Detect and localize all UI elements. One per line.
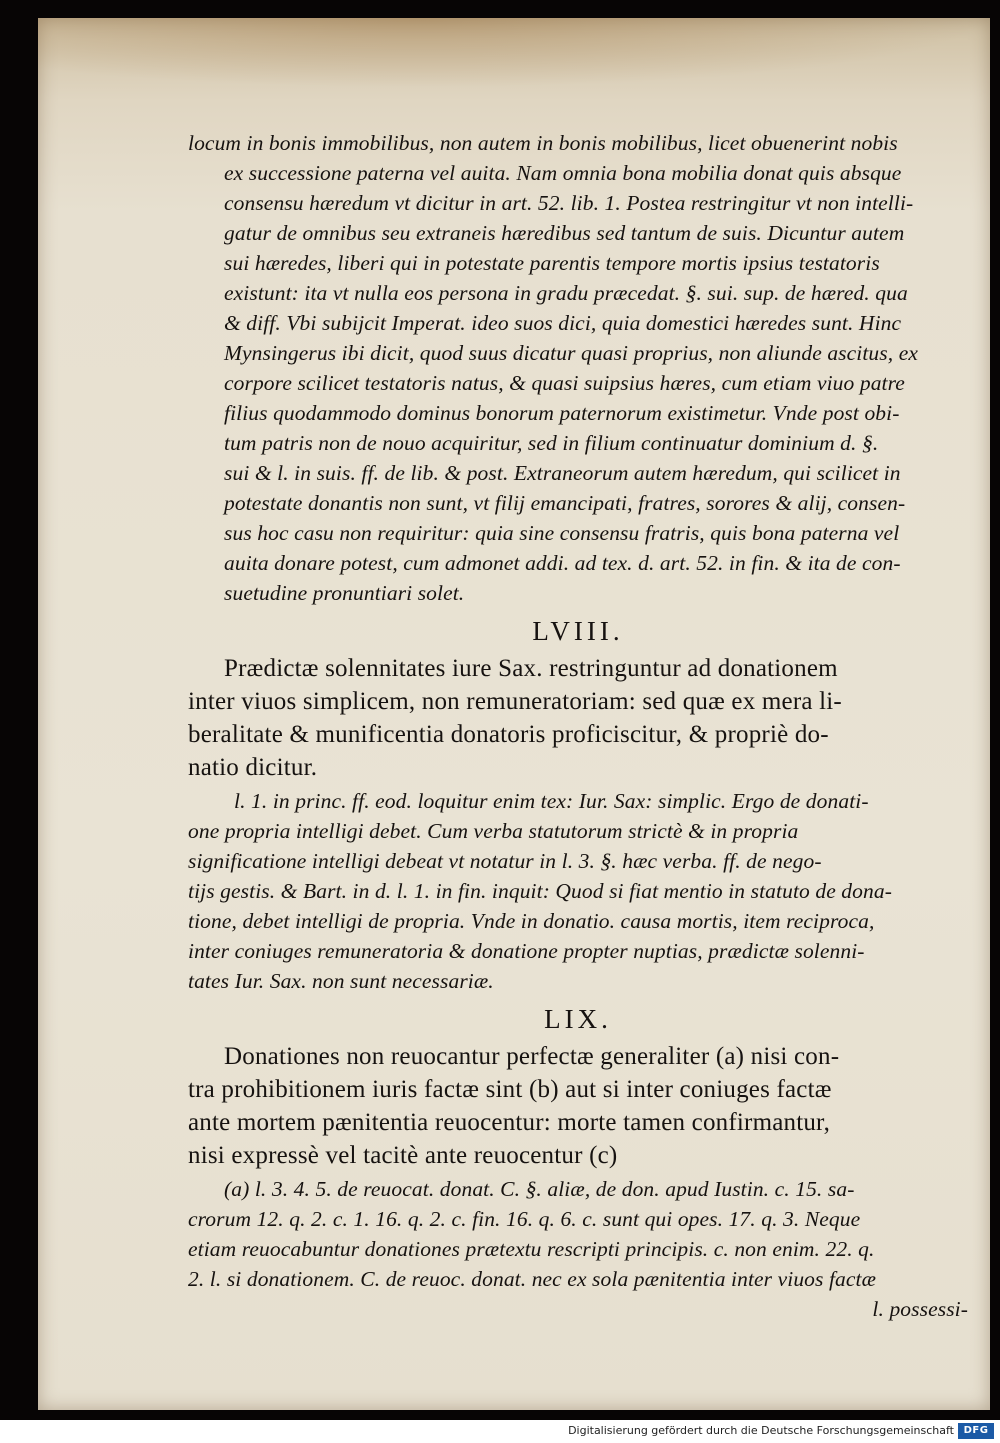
text-line: sus hoc casu non requiritur: quia sine consensu fratris, quis bona paterna vel [224, 521, 900, 545]
text-line: (a) l. 3. 4. 5. de reuocat. donat. C. §. aliæ, de don. apud Iustin. c. 15. sa- [224, 1177, 855, 1201]
text-line: nisi expressè vel tacitè ante reuocentur (c) [188, 1142, 618, 1169]
text-line: ante mortem pænitentia reuocentur: morte tamen confirmantur, [188, 1109, 831, 1136]
text-line: sui & l. in suis. ff. de lib. & post. Extraneorum autem hæredum, qui scilicet in [224, 461, 901, 485]
text-line: crorum 12. q. 2. c. 1. 16. q. 2. c. fin. 16. q. 6. c. sunt qui opes. 17. q. 3. Neque [188, 1207, 861, 1231]
text-line: corpore scilicet testatoris natus, & quasi suipsius hæres, cum etiam viuo patre [224, 371, 905, 395]
catchword: l. possessi- [872, 1297, 968, 1321]
text-line: locum in bonis immobilibus, non autem in bonis mobilibus, licet obuenerint nobis [188, 131, 898, 155]
text-line: & diff. Vbi subijcit Imperat. ideo suos dici, quia domestici hæredes sunt. Hinc [224, 311, 902, 335]
gloss-commentary [188, 786, 968, 996]
page-text [188, 128, 968, 1324]
text-line: significatione intelligi debeat vt notatur in l. 3. §. hæc verba. ff. de nego- [188, 849, 822, 873]
text-line: Prædictæ solennitates iure Sax. restringuntur ad donationem [224, 655, 838, 682]
text-line: Mynsingerus ibi dicit, quod suus dicatur quasi proprius, non aliunde ascitus, ex [224, 341, 918, 365]
text-line: etiam reuocabuntur donationes prætextu rescripti principis. c. non enim. 22. q. [188, 1237, 875, 1261]
book-page [38, 18, 990, 1410]
gloss-commentary [188, 1174, 968, 1324]
article-text [188, 1040, 968, 1172]
text-line: gatur de omnibus seu extraneis hæredibus sed tantum de suis. Dicuntur autem [224, 221, 905, 245]
text-line: inter coniuges remuneratoria & donatione propter nuptias, prædictæ solenni- [188, 939, 865, 963]
text-line: suetudine pronuntiari solet. [224, 581, 465, 605]
text-line: tijs gestis. & Bart. in d. l. 1. in fin. inquit: Quod si fiat mentio in statuto de dona- [188, 879, 892, 903]
footer-bar [0, 1420, 1000, 1443]
text-line: tum patris non de nouo acquiritur, sed in filium continuatur dominium d. §. [224, 431, 879, 455]
text-line: l. 1. in princ. ff. eod. loquitur enim tex: Iur. Sax: simplic. Ergo de donati- [234, 789, 869, 813]
text-line: potestate donantis non sunt, vt filij emancipati, fratres, sorores & alij, consen- [224, 491, 906, 515]
gloss-top [188, 128, 968, 608]
text-line: auita donare potest, cum admonet addi. ad tex. d. art. 52. in fin. & ita de con- [224, 551, 901, 575]
text-line: tra prohibitionem iuris factæ sint (b) aut si inter coniuges factæ [188, 1076, 832, 1103]
text-line: beralitate & munificentia donatoris proficiscitur, & propriè do- [188, 721, 829, 748]
dfg-logo-icon: DFG [958, 1423, 994, 1439]
article-number-heading: LIX. [544, 1004, 612, 1034]
text-line: one propria intelligi debet. Cum verba statutorum strictè & in propria [188, 819, 799, 843]
text-line: tates Iur. Sax. non sunt necessariæ. [188, 969, 494, 993]
text-line: existunt: ita vt nulla eos persona in gradu præcedat. §. sui. sup. de hæred. qua [224, 281, 908, 305]
text-line: natio dicitur. [188, 754, 318, 781]
text-line: sui hæredes, liberi qui in potestate parentis tempore mortis ipsius testatoris [224, 251, 880, 275]
text-line: inter viuos simplicem, non remuneratoriam: sed quæ ex mera li- [188, 688, 842, 715]
text-line: ex successione paterna vel auita. Nam omnia bona mobilia donat quis absque [224, 161, 902, 185]
funding-credit: Digitalisierung gefördert durch die Deutsche Forschungsgemeinschaft [568, 1424, 954, 1437]
text-line: Donationes non reuocantur perfectæ generaliter (a) nisi con- [224, 1043, 840, 1070]
text-line: tione, debet intelligi de propria. Vnde in donatio. causa mortis, item reciproca, [188, 909, 875, 933]
text-line: filius quodammodo dominus bonorum paternorum existimetur. Vnde post obi- [224, 401, 900, 425]
article-number-heading: LVIII. [532, 616, 624, 646]
text-line: 2. l. si donationem. C. de reuoc. donat. nec ex sola pænitentia inter viuos factæ [188, 1267, 877, 1291]
text-line: consensu hæredum vt dicitur in art. 52. lib. 1. Postea restringitur vt non intelli- [224, 191, 914, 215]
article-text [188, 652, 968, 784]
